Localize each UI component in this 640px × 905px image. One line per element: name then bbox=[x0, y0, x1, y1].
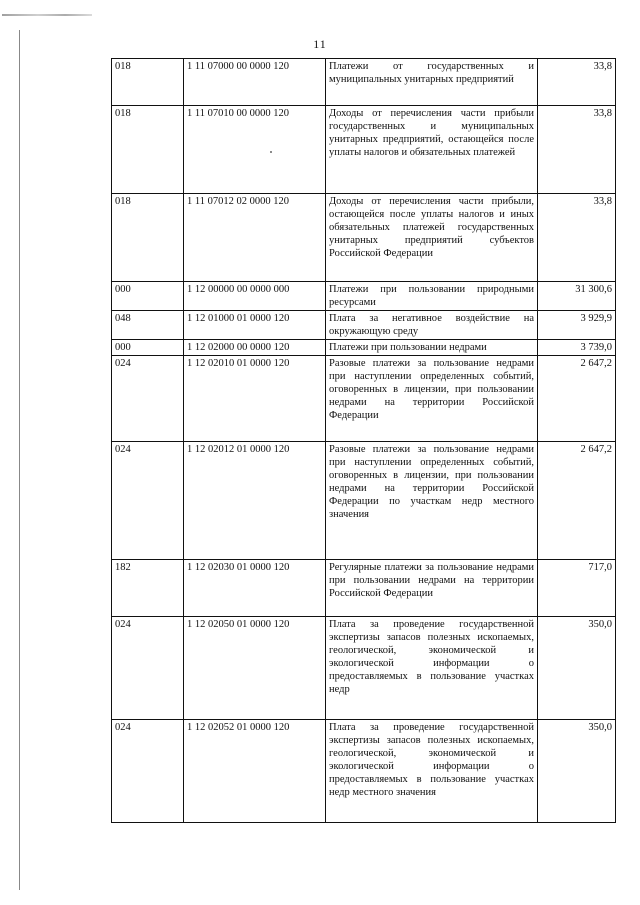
scan-speck bbox=[270, 151, 272, 153]
admin-code-cell: 024 bbox=[112, 442, 184, 560]
budget-code-cell: 1 12 02010 01 0000 120 bbox=[184, 356, 326, 442]
admin-code-cell: 182 bbox=[112, 560, 184, 617]
amount-cell: 3 929,9 bbox=[538, 311, 616, 340]
amount-cell: 717,0 bbox=[538, 560, 616, 617]
budget-code-cell: 1 11 07010 00 0000 120 bbox=[184, 106, 326, 194]
amount-cell: 350,0 bbox=[538, 720, 616, 823]
budget-code-cell: 1 12 02030 01 0000 120 bbox=[184, 560, 326, 617]
admin-code-cell: 048 bbox=[112, 311, 184, 340]
revenue-table bbox=[111, 58, 616, 823]
budget-code-cell: 1 12 02012 01 0000 120 bbox=[184, 442, 326, 560]
revenue-name-cell: Платежи от государственных и муниципальных унитарных предприятий bbox=[326, 59, 538, 106]
amount-cell: 33,8 bbox=[538, 59, 616, 106]
table-row bbox=[112, 311, 616, 340]
admin-code-cell: 018 bbox=[112, 106, 184, 194]
budget-code-cell: 1 12 02050 01 0000 120 bbox=[184, 617, 326, 720]
admin-code-cell: 018 bbox=[112, 59, 184, 106]
amount-cell: 33,8 bbox=[538, 106, 616, 194]
amount-cell: 3 739,0 bbox=[538, 340, 616, 356]
budget-code-cell: 1 11 07000 00 0000 120 bbox=[184, 59, 326, 106]
amount-cell: 2 647,2 bbox=[538, 442, 616, 560]
revenue-name-cell: Разовые платежи за пользование недрами при наступлении определенных событий, оговоренных в лицензии, при пользовании недрами на территории Российской Федерации по участкам недр местного значения bbox=[326, 442, 538, 560]
amount-cell: 350,0 bbox=[538, 617, 616, 720]
table-row bbox=[112, 282, 616, 311]
revenue-name-cell: Доходы от перечисления части прибыли государственных и муниципальных унитарных предприятий, остающейся после уплаты налогов и обязательных платежей bbox=[326, 106, 538, 194]
amount-cell: 31 300,6 bbox=[538, 282, 616, 311]
table-row bbox=[112, 340, 616, 356]
admin-code-cell: 024 bbox=[112, 720, 184, 823]
admin-code-cell: 000 bbox=[112, 340, 184, 356]
table-row bbox=[112, 560, 616, 617]
revenue-name-cell: Платежи при пользовании природными ресурсами bbox=[326, 282, 538, 311]
table-row bbox=[112, 617, 616, 720]
revenue-name-cell: Платежи при пользовании недрами bbox=[326, 340, 538, 356]
table-row bbox=[112, 356, 616, 442]
admin-code-cell: 000 bbox=[112, 282, 184, 311]
amount-cell: 33,8 bbox=[538, 194, 616, 282]
page-number: 11 bbox=[313, 37, 327, 51]
budget-code-cell: 1 11 07012 02 0000 120 bbox=[184, 194, 326, 282]
admin-code-cell: 018 bbox=[112, 194, 184, 282]
binding-edge-line bbox=[19, 30, 20, 890]
table-row bbox=[112, 720, 616, 823]
amount-cell: 2 647,2 bbox=[538, 356, 616, 442]
table-row bbox=[112, 194, 616, 282]
budget-code-cell: 1 12 00000 00 0000 000 bbox=[184, 282, 326, 311]
table-row bbox=[112, 106, 616, 194]
revenue-name-cell: Плата за проведение государственной экспертизы запасов полезных ископаемых, геологической, экономической и экологической информации о предоставляемых в пользование участках недр местного значения bbox=[326, 720, 538, 823]
revenue-name-cell: Доходы от перечисления части прибыли, остающейся после уплаты налогов и иных обязательных платежей государственных унитарных предприятий субъектов Российской Федерации bbox=[326, 194, 538, 282]
budget-code-cell: 1 12 02052 01 0000 120 bbox=[184, 720, 326, 823]
revenue-name-cell: Регулярные платежи за пользование недрами при пользовании недрами на территории Российской Федерации bbox=[326, 560, 538, 617]
budget-code-cell: 1 12 01000 01 0000 120 bbox=[184, 311, 326, 340]
table-row bbox=[112, 442, 616, 560]
revenue-name-cell: Плата за проведение государственной экспертизы запасов полезных ископаемых, геологической, экономической и экологической информации о предоставляемых в пользование участках недр bbox=[326, 617, 538, 720]
admin-code-cell: 024 bbox=[112, 617, 184, 720]
table-row bbox=[112, 59, 616, 106]
revenue-name-cell: Разовые платежи за пользование недрами при наступлении определенных событий, оговоренных в лицензии, при пользовании недрами на территории Российской Федерации bbox=[326, 356, 538, 442]
scan-artifact-scribble bbox=[2, 14, 92, 16]
budget-code-cell: 1 12 02000 00 0000 120 bbox=[184, 340, 326, 356]
admin-code-cell: 024 bbox=[112, 356, 184, 442]
revenue-name-cell: Плата за негативное воздействие на окружающую среду bbox=[326, 311, 538, 340]
